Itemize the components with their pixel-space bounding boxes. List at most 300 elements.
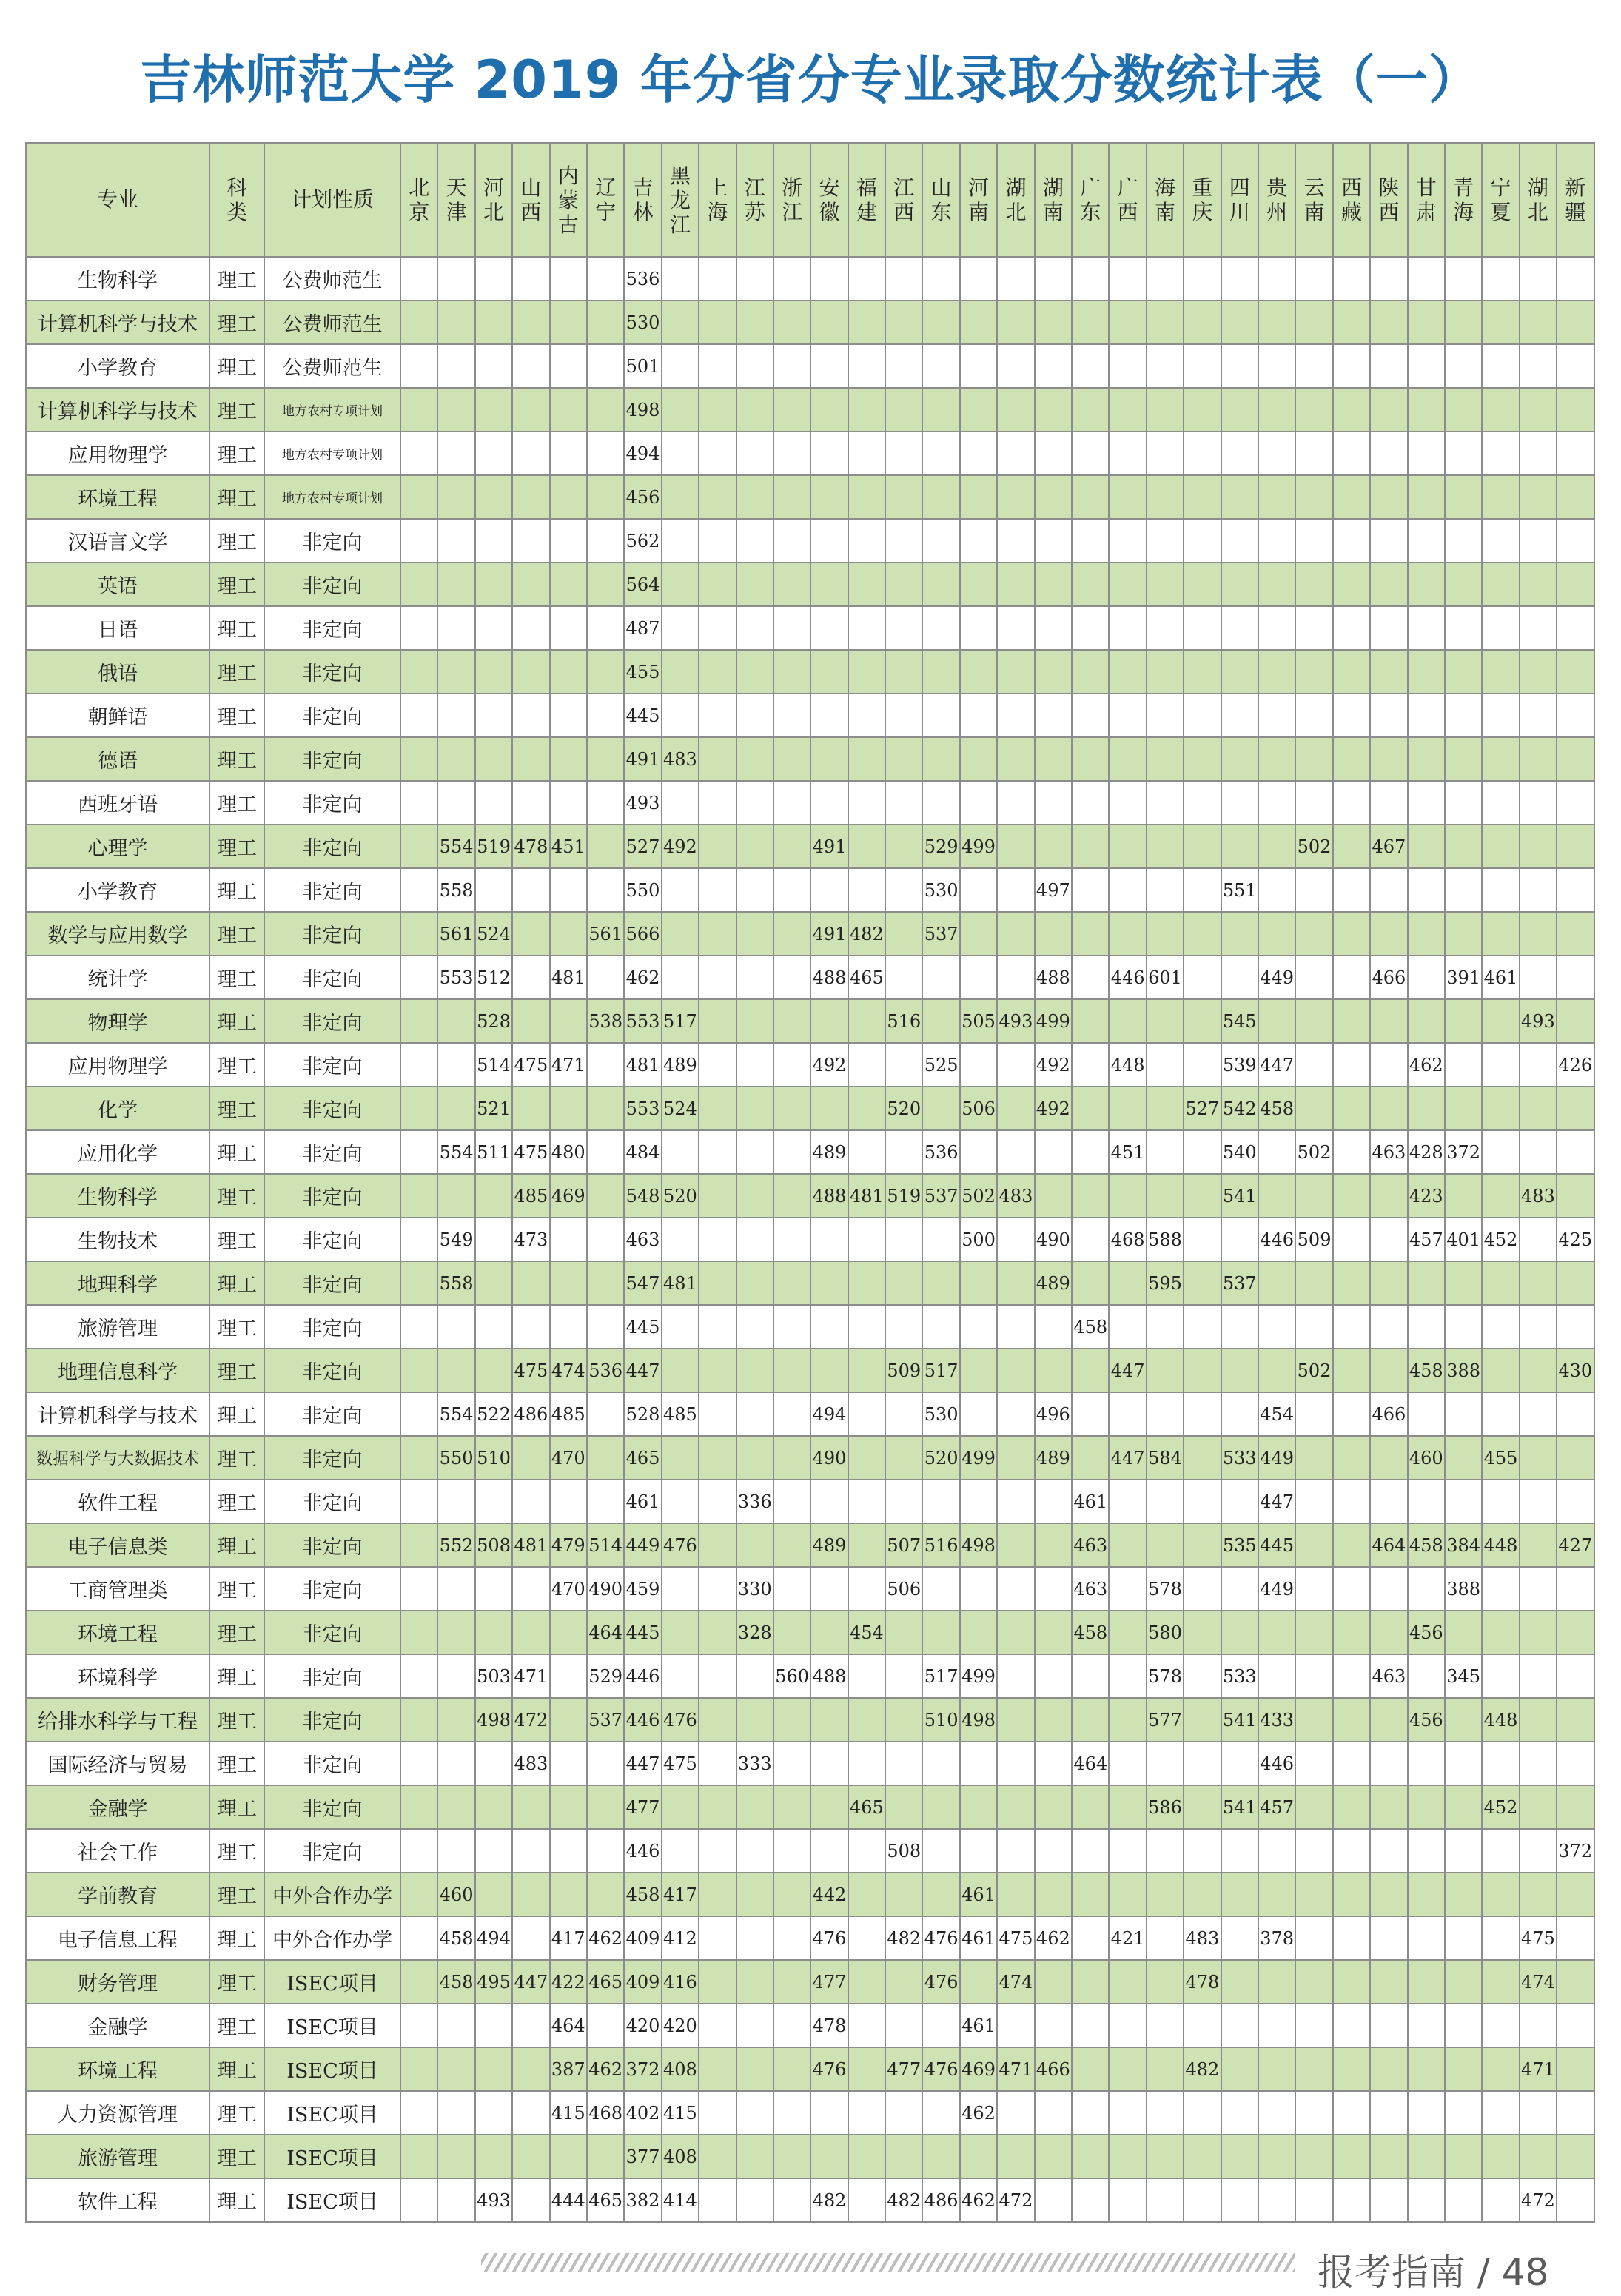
score-cell — [1482, 1174, 1519, 1218]
score-cell — [699, 1174, 736, 1218]
score-cell — [437, 1305, 474, 1349]
plan-cell: 非定向 — [264, 825, 400, 868]
score-cell — [1445, 563, 1482, 606]
score-cell — [437, 1611, 474, 1654]
score-cell — [1184, 956, 1221, 999]
category-cell: 理工 — [209, 1087, 264, 1130]
score-cell: 458 — [1408, 1523, 1445, 1567]
table-row — [26, 1043, 1594, 1087]
score-cell — [1445, 1087, 1482, 1130]
score-cell — [997, 737, 1034, 781]
score-cell: 426 — [1557, 1043, 1594, 1087]
score-cell — [1184, 606, 1221, 650]
score-cell — [400, 1567, 437, 1611]
score-cell: 378 — [1258, 1916, 1295, 1960]
score-cell — [1147, 563, 1184, 606]
score-cell — [1109, 1873, 1146, 1916]
score-cell — [1147, 257, 1184, 301]
score-cell: 475 — [512, 1349, 549, 1392]
score-cell — [1557, 1436, 1594, 1480]
category-cell: 理工 — [209, 344, 264, 388]
score-cell — [1035, 475, 1072, 519]
score-cell — [997, 1829, 1034, 1873]
score-cell: 462 — [624, 956, 661, 999]
score-cell — [1408, 563, 1445, 606]
plan-cell: ISEC项目 — [264, 2004, 400, 2047]
score-cell — [1408, 1916, 1445, 1960]
table-row — [26, 1392, 1594, 1436]
admission-score-table — [25, 142, 1595, 2223]
score-cell — [1408, 1087, 1445, 1130]
score-cell: 475 — [997, 1916, 1034, 1960]
score-cell — [512, 868, 549, 912]
score-cell — [1221, 519, 1258, 563]
score-cell — [1370, 388, 1407, 432]
score-cell — [1520, 1698, 1557, 1742]
score-cell — [1147, 1349, 1184, 1392]
score-cell — [550, 432, 587, 475]
major-cell: 地理科学 — [26, 1261, 209, 1305]
score-cell — [1482, 344, 1519, 388]
score-cell — [699, 1480, 736, 1523]
score-cell — [1147, 868, 1184, 912]
score-cell — [400, 1261, 437, 1305]
score-cell — [1221, 301, 1258, 344]
score-cell — [922, 563, 959, 606]
score-cell — [810, 1218, 848, 1261]
score-cell — [512, 2004, 549, 2047]
score-cell — [960, 519, 997, 563]
score-cell: 372 — [1557, 1829, 1594, 1873]
score-cell — [1370, 1916, 1407, 1960]
score-cell — [922, 257, 959, 301]
score-cell — [1072, 2091, 1109, 2135]
score-cell — [475, 1349, 512, 1392]
score-cell — [773, 737, 810, 781]
score-cell: 577 — [1147, 1698, 1184, 1742]
score-cell — [1370, 912, 1407, 956]
score-cell — [1258, 2135, 1295, 2178]
score-cell — [662, 1785, 699, 1829]
score-cell — [810, 1480, 848, 1523]
category-cell: 理工 — [209, 781, 264, 825]
score-cell — [1445, 737, 1482, 781]
score-cell — [1109, 301, 1146, 344]
score-cell — [1557, 650, 1594, 694]
score-cell — [997, 912, 1034, 956]
page-title: 吉林师范大学 2019 年分省分专业录取分数统计表（一） — [140, 50, 1481, 110]
score-cell — [550, 1654, 587, 1698]
score-cell — [1557, 432, 1594, 475]
table-row — [26, 1087, 1594, 1130]
score-cell — [1557, 2047, 1594, 2091]
score-cell — [1520, 1349, 1557, 1392]
score-cell — [1520, 1611, 1557, 1654]
header-province: 河 北 — [475, 143, 512, 257]
score-cell — [699, 650, 736, 694]
header-province: 云 南 — [1295, 143, 1332, 257]
major-cell: 财务管理 — [26, 1960, 209, 2004]
major-cell: 计算机科学与技术 — [26, 1392, 209, 1436]
score-cell — [400, 2178, 437, 2222]
score-cell: 452 — [1482, 1218, 1519, 1261]
score-cell — [885, 825, 922, 868]
plan-cell: 非定向 — [264, 563, 400, 606]
score-cell — [550, 1611, 587, 1654]
score-cell — [1109, 1829, 1146, 1873]
score-cell — [885, 1305, 922, 1349]
score-cell — [1221, 1873, 1258, 1916]
category-cell: 理工 — [209, 606, 264, 650]
score-cell — [773, 999, 810, 1043]
category-cell: 理工 — [209, 868, 264, 912]
score-cell — [1221, 563, 1258, 606]
score-cell — [773, 650, 810, 694]
score-cell — [1035, 650, 1072, 694]
score-cell — [736, 1261, 773, 1305]
score-cell — [662, 1130, 699, 1174]
score-cell: 485 — [550, 1392, 587, 1436]
score-cell — [1408, 257, 1445, 301]
score-cell — [550, 257, 587, 301]
score-cell — [1370, 1174, 1407, 1218]
table-row — [26, 1611, 1594, 1654]
score-cell — [960, 1130, 997, 1174]
score-cell — [550, 519, 587, 563]
score-cell — [1221, 650, 1258, 694]
score-cell — [400, 606, 437, 650]
score-cell — [475, 1829, 512, 1873]
score-cell — [1295, 868, 1332, 912]
score-cell — [922, 737, 959, 781]
score-cell — [1109, 1654, 1146, 1698]
score-cell — [736, 1218, 773, 1261]
score-cell — [922, 1480, 959, 1523]
score-cell: 474 — [997, 1960, 1034, 2004]
header-major: 专业 — [26, 143, 209, 257]
score-cell — [1333, 1174, 1370, 1218]
score-cell — [1482, 650, 1519, 694]
score-cell: 494 — [475, 1916, 512, 1960]
header-province: 湖 北 — [997, 143, 1034, 257]
category-cell: 理工 — [209, 301, 264, 344]
score-cell — [662, 1349, 699, 1392]
score-cell — [960, 781, 997, 825]
score-cell — [848, 606, 885, 650]
score-cell: 460 — [437, 1873, 474, 1916]
score-cell — [736, 1305, 773, 1349]
score-cell — [1184, 1305, 1221, 1349]
score-cell — [1035, 1567, 1072, 1611]
score-cell: 481 — [550, 956, 587, 999]
score-cell — [1482, 1305, 1519, 1349]
score-cell — [1072, 694, 1109, 737]
score-cell — [699, 1349, 736, 1392]
score-cell — [400, 1392, 437, 1436]
score-cell — [997, 388, 1034, 432]
score-cell — [587, 781, 624, 825]
score-cell — [1445, 1698, 1482, 1742]
table-row — [26, 1873, 1594, 1916]
score-cell: 490 — [810, 1436, 848, 1480]
score-cell: 528 — [624, 1392, 661, 1436]
score-cell: 481 — [848, 1174, 885, 1218]
score-cell: 345 — [1445, 1654, 1482, 1698]
score-cell — [1072, 999, 1109, 1043]
score-cell — [1520, 1873, 1557, 1916]
score-cell — [1147, 1829, 1184, 1873]
score-cell — [848, 1043, 885, 1087]
score-cell: 414 — [662, 2178, 699, 2222]
score-cell: 497 — [1035, 868, 1072, 912]
score-cell — [400, 737, 437, 781]
score-cell — [848, 781, 885, 825]
score-cell — [400, 1698, 437, 1742]
score-cell — [1258, 519, 1295, 563]
score-cell — [1333, 694, 1370, 737]
score-cell — [512, 1261, 549, 1305]
score-cell — [1408, 1873, 1445, 1916]
score-cell — [512, 563, 549, 606]
score-cell — [1184, 475, 1221, 519]
score-cell — [512, 1567, 549, 1611]
score-cell — [1258, 257, 1295, 301]
score-cell — [848, 1829, 885, 1873]
score-cell — [1520, 825, 1557, 868]
major-cell: 德语 — [26, 737, 209, 781]
score-cell — [699, 1698, 736, 1742]
score-cell — [1333, 2178, 1370, 2222]
score-cell — [1035, 737, 1072, 781]
score-cell — [1370, 475, 1407, 519]
score-cell: 447 — [1109, 1349, 1146, 1392]
score-cell — [587, 1785, 624, 1829]
score-cell — [997, 868, 1034, 912]
score-cell — [736, 1873, 773, 1916]
score-cell — [848, 1916, 885, 1960]
score-cell: 578 — [1147, 1567, 1184, 1611]
score-cell — [699, 1261, 736, 1305]
header-province: 黑 龙 江 — [662, 143, 699, 257]
score-cell: 496 — [1035, 1392, 1072, 1436]
score-cell — [1333, 257, 1370, 301]
score-cell — [1295, 1087, 1332, 1130]
score-cell — [437, 432, 474, 475]
score-cell — [1258, 650, 1295, 694]
score-cell — [1370, 257, 1407, 301]
score-cell: 457 — [1408, 1218, 1445, 1261]
score-cell: 464 — [587, 1611, 624, 1654]
score-cell — [400, 2135, 437, 2178]
score-cell — [1520, 432, 1557, 475]
score-cell — [922, 1873, 959, 1916]
score-cell — [1557, 1873, 1594, 1916]
score-cell — [773, 781, 810, 825]
score-cell — [1295, 2091, 1332, 2135]
score-cell — [1370, 1698, 1407, 1742]
score-cell: 446 — [624, 1654, 661, 1698]
score-cell — [810, 1305, 848, 1349]
score-cell — [1109, 432, 1146, 475]
score-cell — [1482, 2004, 1519, 2047]
score-cell — [1258, 1305, 1295, 1349]
major-cell: 计算机科学与技术 — [26, 301, 209, 344]
score-cell — [1035, 1130, 1072, 1174]
score-cell: 454 — [848, 1611, 885, 1654]
score-cell — [1109, 1480, 1146, 1523]
table-row — [26, 2047, 1594, 2091]
score-cell — [773, 475, 810, 519]
score-cell: 498 — [960, 1523, 997, 1567]
score-cell — [773, 301, 810, 344]
score-cell — [512, 301, 549, 344]
score-cell — [400, 1523, 437, 1567]
score-cell — [699, 344, 736, 388]
score-cell — [1333, 301, 1370, 344]
header-province: 浙 江 — [773, 143, 810, 257]
score-cell — [1109, 2091, 1146, 2135]
score-cell — [1147, 1043, 1184, 1087]
score-cell — [400, 1873, 437, 1916]
score-cell — [1557, 1174, 1594, 1218]
score-cell — [1035, 257, 1072, 301]
score-cell — [475, 1218, 512, 1261]
score-cell — [662, 868, 699, 912]
header-province: 陕 西 — [1370, 143, 1407, 257]
score-cell — [1295, 1174, 1332, 1218]
score-cell — [1035, 1829, 1072, 1873]
plan-cell: 非定向 — [264, 1654, 400, 1698]
score-cell — [1295, 781, 1332, 825]
table-row — [26, 999, 1594, 1043]
score-cell: 519 — [885, 1174, 922, 1218]
score-cell — [922, 956, 959, 999]
score-cell: 482 — [848, 912, 885, 956]
score-cell — [1109, 1611, 1146, 1654]
score-cell — [1557, 2091, 1594, 2135]
score-cell — [848, 2004, 885, 2047]
score-cell: 377 — [624, 2135, 661, 2178]
score-cell — [1147, 1523, 1184, 1567]
score-cell: 466 — [1035, 2047, 1072, 2091]
score-cell — [736, 257, 773, 301]
score-cell — [1557, 1087, 1594, 1130]
score-cell — [1072, 2004, 1109, 2047]
score-cell: 517 — [662, 999, 699, 1043]
score-cell — [1184, 737, 1221, 781]
score-cell — [1221, 257, 1258, 301]
score-cell: 463 — [1072, 1523, 1109, 1567]
score-cell — [997, 432, 1034, 475]
score-cell — [512, 1087, 549, 1130]
score-cell — [960, 432, 997, 475]
score-cell — [1184, 1349, 1221, 1392]
score-cell: 451 — [550, 825, 587, 868]
score-cell — [1184, 650, 1221, 694]
score-cell — [1557, 1480, 1594, 1523]
score-cell — [1184, 2178, 1221, 2222]
score-cell — [1520, 301, 1557, 344]
score-cell: 541 — [1221, 1174, 1258, 1218]
score-cell — [550, 1261, 587, 1305]
score-cell: 467 — [1370, 825, 1407, 868]
score-cell — [810, 650, 848, 694]
score-cell — [699, 1654, 736, 1698]
score-cell — [960, 650, 997, 694]
score-cell — [1295, 475, 1332, 519]
score-cell — [1445, 1916, 1482, 1960]
score-cell — [810, 301, 848, 344]
score-cell — [1333, 2047, 1370, 2091]
score-cell — [662, 563, 699, 606]
score-cell — [400, 2047, 437, 2091]
score-cell — [437, 1742, 474, 1785]
score-cell — [1184, 1873, 1221, 1916]
category-cell: 理工 — [209, 999, 264, 1043]
score-cell: 522 — [475, 1392, 512, 1436]
score-cell: 447 — [1109, 1436, 1146, 1480]
score-cell — [736, 1174, 773, 1218]
score-cell: 492 — [810, 1043, 848, 1087]
score-cell: 478 — [1184, 1960, 1221, 2004]
score-cell: 461 — [624, 1480, 661, 1523]
score-cell: 466 — [1370, 956, 1407, 999]
score-cell: 333 — [736, 1742, 773, 1785]
score-cell — [997, 2004, 1034, 2047]
score-cell — [1147, 1960, 1184, 2004]
score-cell — [475, 606, 512, 650]
score-cell — [1072, 825, 1109, 868]
score-cell: 474 — [1520, 1960, 1557, 2004]
score-cell — [810, 1785, 848, 1829]
plan-cell: ISEC项目 — [264, 2091, 400, 2135]
score-cell: 480 — [550, 1130, 587, 1174]
score-cell — [1445, 1742, 1482, 1785]
score-cell: 493 — [997, 999, 1034, 1043]
score-cell: 470 — [550, 1567, 587, 1611]
score-cell — [773, 606, 810, 650]
score-cell — [1072, 2135, 1109, 2178]
score-cell — [1557, 956, 1594, 999]
score-cell — [997, 1349, 1034, 1392]
score-cell: 537 — [922, 912, 959, 956]
score-cell — [1221, 2135, 1258, 2178]
score-cell: 471 — [550, 1043, 587, 1087]
score-cell — [922, 650, 959, 694]
plan-cell: 非定向 — [264, 999, 400, 1043]
score-cell — [662, 1654, 699, 1698]
score-cell: 493 — [475, 2178, 512, 2222]
score-cell — [437, 650, 474, 694]
score-cell — [1333, 650, 1370, 694]
score-cell — [1557, 1567, 1594, 1611]
score-cell: 550 — [437, 1436, 474, 1480]
score-cell — [587, 1174, 624, 1218]
score-cell — [773, 2178, 810, 2222]
table-row — [26, 1305, 1594, 1349]
score-cell: 384 — [1445, 1523, 1482, 1567]
score-cell — [699, 2004, 736, 2047]
score-cell — [400, 956, 437, 999]
score-cell — [810, 388, 848, 432]
score-cell — [1333, 1829, 1370, 1873]
score-cell: 462 — [960, 2091, 997, 2135]
score-cell — [1295, 1654, 1332, 1698]
score-cell — [475, 1480, 512, 1523]
plan-cell: 非定向 — [264, 1829, 400, 1873]
score-cell — [736, 2004, 773, 2047]
score-cell — [400, 1611, 437, 1654]
